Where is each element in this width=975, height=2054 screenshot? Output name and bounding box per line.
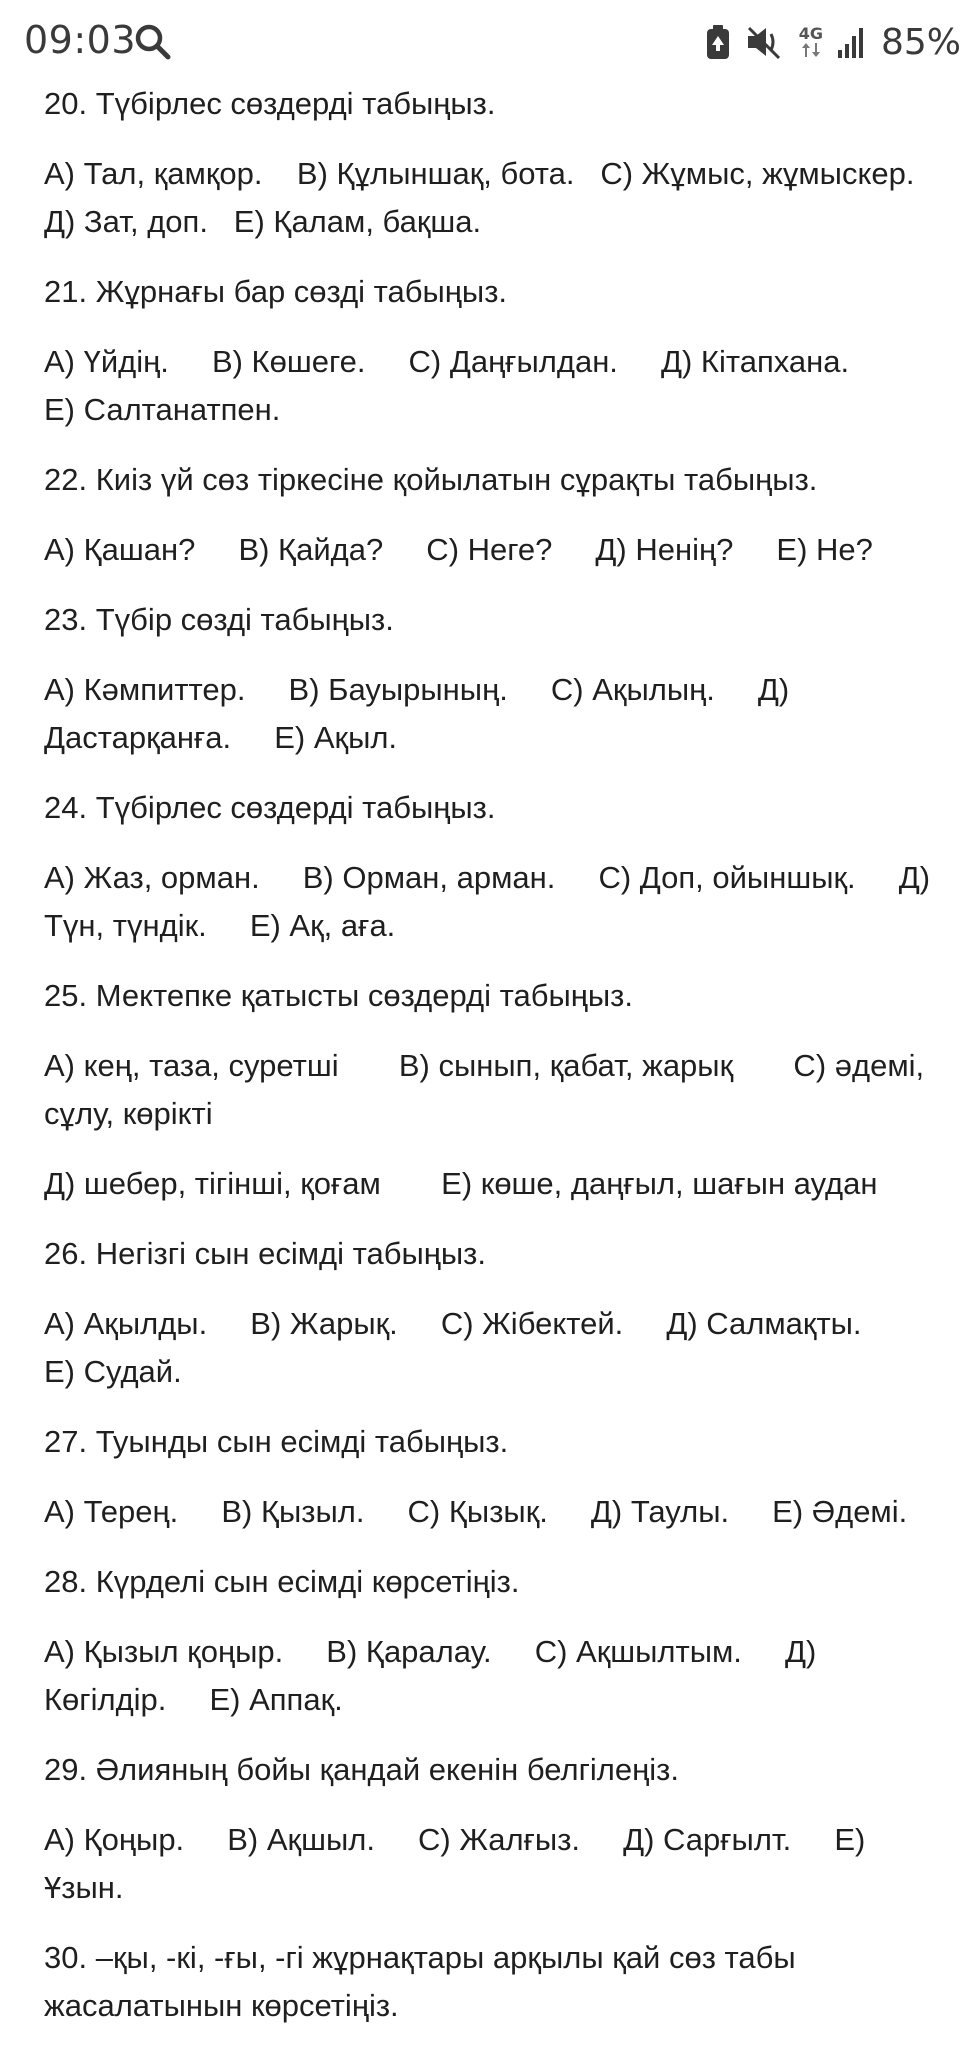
status-icons <box>705 14 961 70</box>
answer-options: E) Салтанатпен. <box>44 392 281 427</box>
question-title: 29. Әлияның бойы қандай екенін белгілеңіз. <box>44 1752 679 1787</box>
answer-options: Д) Зат, доп. E) Қалам, бақша. <box>44 204 482 239</box>
answer-options: A) Қоңыр. B) Ақшыл. C) Жалғыз. Д) Сарғылт. E) <box>44 1822 866 1857</box>
signal-icon <box>837 24 867 60</box>
answer-options: Ұзын. <box>44 1870 124 1905</box>
question-title-continued: жасалатынын көрсетіңіз. <box>44 1988 399 2023</box>
question-title: 20. Түбірлес сөздерді табыңыз. <box>44 86 496 121</box>
question-title: 23. Түбір сөзді табыңыз. <box>44 602 394 637</box>
answer-options: A) Кәмпиттер. B) Бауырының. C) Ақылың. Д) <box>44 672 790 707</box>
question-title: 30. –қы, -кі, -ғы, -гі жұрнақтары арқылы қай сөз табы <box>44 1940 796 1975</box>
mute-vibrate-icon <box>745 24 785 60</box>
answer-options: Көгілдір. E) Аппақ. <box>44 1682 343 1717</box>
data-arrows-icon <box>801 42 821 58</box>
answer-options: A) Жаз, орман. B) Орман, арман. C) Доп, ойыншық. Д) <box>44 860 931 895</box>
answer-options: Дастарқанға. E) Ақыл. <box>44 720 398 755</box>
question-title: 22. Киіз үй сөз тіркесіне қойылатын сұрақты табыңыз. <box>44 462 818 497</box>
status-time: 09:03 <box>24 18 137 62</box>
network-indicator <box>799 26 823 58</box>
answer-options: A) кең, таза, суретші B) сынып, қабат, жарық C) әдемі, <box>44 1048 925 1083</box>
answer-options: A) Үйдің. B) Көшеге. C) Даңғылдан. Д) Кітапхана. <box>44 344 850 379</box>
answer-options: сұлу, көрікті <box>44 1096 213 1131</box>
answer-options: A) Тал, қамқор. B) Құлыншақ, бота. C) Жұмыс, жұмыскер. <box>44 156 915 191</box>
status-bar <box>0 0 975 84</box>
answer-options: Д) шебер, тігінші, қоғам E) көше, даңғыл, шағын аудан <box>44 1166 878 1201</box>
question-title: 27. Туынды сын есімді табыңыз. <box>44 1424 509 1459</box>
question-title: 25. Мектепке қатысты сөздерді табыңыз. <box>44 978 633 1013</box>
answer-options: A) Қашан? B) Қайда? C) Неге? Д) Ненің? E) Не? <box>44 532 873 567</box>
battery-percent: 85% <box>880 21 961 63</box>
answer-options: A) Терең. B) Қызыл. C) Қызық. Д) Таулы. E) Әдемі. <box>44 1494 908 1529</box>
battery-saver-icon <box>705 24 731 60</box>
question-title: 24. Түбірлес сөздерді табыңыз. <box>44 790 496 825</box>
answer-options: A) Ақылды. B) Жарық. C) Жібектей. Д) Салмақты. <box>44 1306 862 1341</box>
answer-options: Түн, түндік. E) Ақ, аға. <box>44 908 396 943</box>
question-title: 26. Негізгі сын есімді табыңыз. <box>44 1236 486 1271</box>
network-type: 4G <box>798 24 823 43</box>
search-icon[interactable] <box>133 22 173 62</box>
answer-options: E) Судай. <box>44 1354 182 1389</box>
question-title: 21. Жұрнағы бар сөзді табыңыз. <box>44 274 508 309</box>
answer-options: A) Қызыл қоңыр. B) Қаралау. C) Ақшылтым. Д) <box>44 1634 817 1669</box>
question-title: 28. Күрделі сын есімді көрсетіңіз. <box>44 1564 520 1599</box>
